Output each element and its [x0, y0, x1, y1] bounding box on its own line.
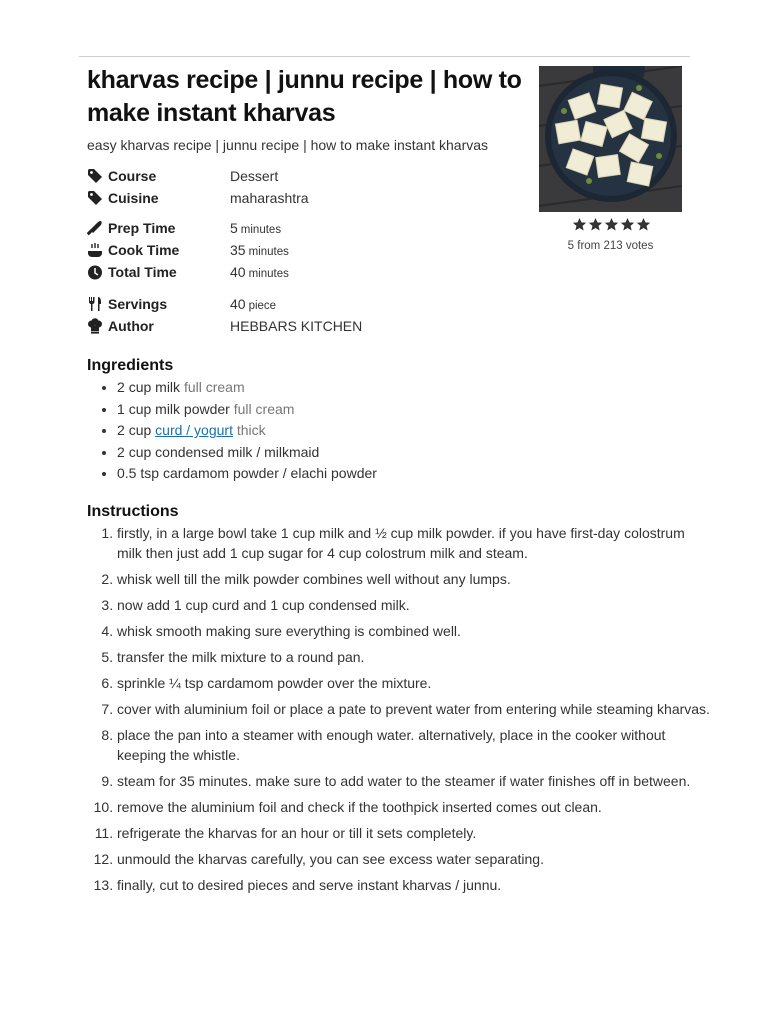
- meta-course-value: Dessert: [230, 168, 279, 184]
- ingredient-notes: full cream: [233, 400, 295, 417]
- instruction-step: 5. transfer the milk mixture to a round pan.: [117, 647, 713, 667]
- instruction-step: 11. refrigerate the kharvas for an hour or till it sets completely.: [117, 823, 713, 843]
- instruction-step: 8. place the pan into a steamer with enough water. alternatively, place in the cooker without keeping the whistle.: [117, 725, 713, 765]
- star-icon[interactable]: [572, 217, 587, 232]
- ingredient-unit: tsp: [140, 465, 160, 482]
- tag-icon: [87, 168, 103, 184]
- meta-total-unit: minutes: [248, 268, 289, 280]
- ingredient-name: milk powder: [155, 400, 230, 417]
- ingredient-unit: cup: [128, 422, 152, 439]
- ingredient-unit: cup: [128, 379, 152, 395]
- ingredient-notes: full cream: [183, 379, 245, 395]
- ingredient-name: condensed milk / milkmaid: [155, 443, 320, 460]
- meta-cuisine: [87, 188, 309, 208]
- meta-course: [87, 166, 278, 186]
- meta-prep-value: 5: [230, 220, 238, 236]
- instruction-step: 10. remove the aluminium foil and check if the toothpick inserted comes out clean.: [117, 797, 713, 817]
- meta-cook-label: Cook Time: [108, 242, 180, 258]
- meta-total-label: Total Time: [108, 264, 177, 280]
- meta-cook-unit: minutes: [248, 246, 289, 258]
- top-divider: [79, 56, 690, 57]
- meta-servings: [87, 294, 276, 314]
- meta-cook-value: 35: [230, 242, 246, 258]
- instruction-step: 12. unmould the kharvas carefully, you can see excess water separating.: [117, 849, 713, 869]
- meta-prep-time: [87, 218, 281, 238]
- ingredient-item: [117, 399, 377, 421]
- tag-icon: [87, 190, 103, 206]
- knife-icon: [87, 220, 103, 236]
- meta-course-label: Course: [108, 168, 157, 184]
- meta-author: [87, 316, 362, 336]
- meta-total-time: [87, 262, 289, 282]
- recipe-summary: easy kharvas recipe | junnu recipe | how to make instant kharvas: [87, 137, 489, 153]
- recipe-title: kharvas recipe | junnu recipe | how to make instant kharvas: [87, 66, 522, 127]
- ingredient-amount: 2: [117, 379, 125, 395]
- meta-prep-unit: minutes: [240, 224, 282, 236]
- recipe-photo[interactable]: [539, 66, 682, 212]
- chef-hat-icon: [87, 318, 103, 334]
- meta-servings-value[interactable]: 40: [230, 296, 246, 312]
- clock-icon: [87, 264, 103, 280]
- meta-cuisine-label: Cuisine: [108, 190, 159, 206]
- ingredient-name: milk: [155, 379, 181, 395]
- instructions-heading: Instructions: [87, 503, 179, 520]
- instruction-step: 7. cover with aluminium foil or place a pate to prevent water from entering while steaming kharvas.: [117, 699, 713, 719]
- star-icon[interactable]: [588, 217, 603, 232]
- ingredient-link[interactable]: curd / yogurt: [155, 422, 233, 439]
- ingredients-heading: Ingredients: [87, 357, 174, 374]
- meta-total-value: 40: [230, 264, 246, 280]
- ingredient-name: cardamom powder / elachi powder: [162, 465, 377, 482]
- meta-servings-label: Servings: [108, 296, 168, 312]
- instruction-step: 1. firstly, in a large bowl take 1 cup milk and ½ cup milk powder. if you have first-day colostrum milk then just add 1 cup sugar for 4 cup colostrum milk and steam.: [117, 523, 713, 563]
- instruction-step: 13. finally, cut to desired pieces and serve instant kharvas / junnu.: [117, 875, 713, 895]
- instruction-step: 9. steam for 35 minutes. make sure to add water to the steamer if water finishes off in between.: [117, 771, 713, 791]
- meta-prep-label: Prep Time: [108, 220, 176, 236]
- ingredient-amount: 2: [117, 443, 125, 460]
- instruction-step: 3. now add 1 cup curd and 1 cup condensed milk.: [117, 595, 713, 615]
- star-icon[interactable]: [620, 217, 635, 232]
- ingredient-item: [117, 442, 377, 464]
- meta-cuisine-value: maharashtra: [230, 190, 309, 206]
- meta-servings-unit: piece: [248, 300, 277, 312]
- ingredient-unit: cup: [128, 443, 152, 460]
- ingredients-list: [87, 377, 377, 485]
- ingredient-amount: 0.5: [117, 465, 137, 482]
- utensils-icon: [87, 296, 103, 312]
- ingredient-amount: 2: [117, 422, 125, 439]
- ingredient-item: [117, 377, 377, 399]
- instruction-step: 4. whisk smooth making sure everything is combined well.: [117, 621, 713, 641]
- instructions-list: [87, 523, 713, 895]
- ingredient-item: [117, 420, 377, 442]
- meta-cook-time: [87, 240, 289, 260]
- star-icon[interactable]: [604, 217, 619, 232]
- ingredient-item: [117, 463, 377, 485]
- ingredient-amount: 1: [117, 400, 125, 417]
- ingredient-notes: thick: [236, 422, 266, 439]
- meta-author-label: Author: [108, 318, 154, 334]
- rating-votes: 5 from 213 votes: [567, 240, 654, 252]
- star-icon[interactable]: [636, 217, 651, 232]
- meta-author-value: HEBBARS KITCHEN: [230, 318, 363, 334]
- instruction-step: 2. whisk well till the milk powder combines well without any lumps.: [117, 569, 713, 589]
- instruction-step: 6. sprinkle ¼ tsp cardamom powder over the mixture.: [117, 673, 713, 693]
- ingredient-unit: cup: [128, 400, 152, 417]
- pot-icon: [87, 242, 103, 258]
- rating-stars[interactable]: [572, 217, 651, 232]
